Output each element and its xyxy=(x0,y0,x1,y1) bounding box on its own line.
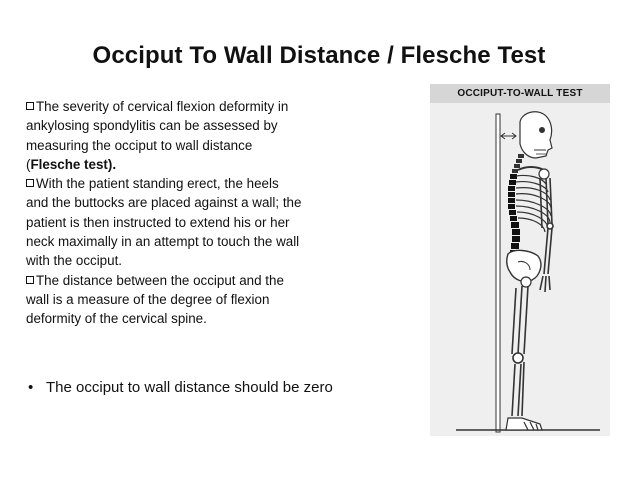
paragraph-line: (Flesche test). xyxy=(26,156,117,172)
skull-icon xyxy=(520,112,552,158)
skeleton-illustration xyxy=(430,104,610,436)
pelvis xyxy=(507,250,541,287)
checkbox-bullet-icon xyxy=(26,102,34,110)
paragraph-line: The distance between the occiput and the xyxy=(26,271,356,290)
occiput-to-wall-figure xyxy=(430,84,610,436)
paragraph-line: patient is then instructed to extend his or her xyxy=(26,214,290,230)
paragraph-line: With the patient standing erect, the heels xyxy=(26,174,356,193)
paragraph-line: measuring the occiput to wall distance xyxy=(26,137,253,153)
distance-arrow-icon xyxy=(501,133,516,139)
feet xyxy=(506,418,542,430)
summary-bullet xyxy=(28,379,333,396)
summary-bullet-text: The occiput to wall distance should be zero xyxy=(46,379,333,396)
flesche-test-bold: Flesche test). xyxy=(30,156,117,172)
paragraph-line: wall is a measure of the degree of flexion xyxy=(26,291,270,307)
slide-title: Occiput To Wall Distance / Flesche Test xyxy=(92,42,546,69)
paragraph-line: neck maximally in an attempt to touch the wall xyxy=(26,234,300,250)
checkbox-bullet-icon xyxy=(26,179,34,187)
figure-header: OCCIPUT-TO-WALL TEST xyxy=(430,84,610,103)
body-text xyxy=(26,97,356,329)
paragraph-line: and the buttocks are placed against a wall; the xyxy=(26,195,302,211)
paragraph-line: with the occiput. xyxy=(26,253,123,269)
wall-line xyxy=(496,114,500,432)
checkbox-bullet-icon xyxy=(26,276,34,284)
paragraph-line: ankylosing spondylitis can be assessed by xyxy=(26,118,278,134)
spine xyxy=(508,174,520,256)
paragraph-line: The severity of cervical flexion deformity in xyxy=(26,97,356,116)
shoulder-joint xyxy=(539,169,549,179)
arm xyxy=(540,178,553,292)
legs xyxy=(512,286,528,416)
bullet-dot-icon: • xyxy=(28,379,34,396)
paragraph-line: deformity of the cervical spine. xyxy=(26,311,207,327)
cervical-spine xyxy=(512,154,524,173)
